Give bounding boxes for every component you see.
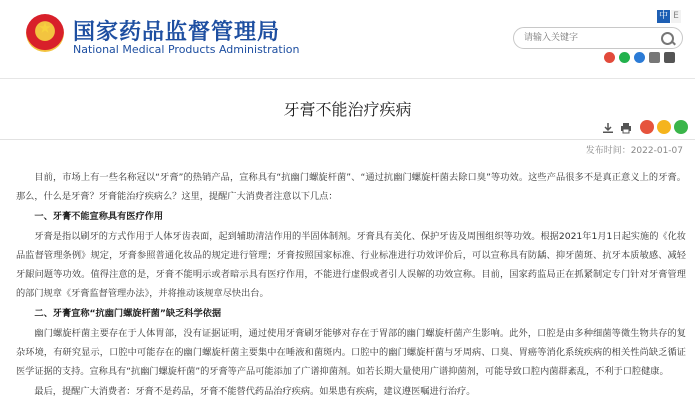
lang-cn-button[interactable]: 中 bbox=[658, 11, 668, 21]
print-icon[interactable] bbox=[620, 122, 632, 134]
site-header bbox=[0, 0, 695, 72]
national-emblem-logo[interactable] bbox=[26, 14, 64, 52]
search-box bbox=[513, 27, 683, 49]
header-social-links bbox=[604, 52, 675, 63]
header-divider bbox=[0, 78, 695, 79]
section-heading-2: 二、牙膏宣称“抗幽门螺旋杆菌”缺乏科学依据 bbox=[34, 308, 222, 319]
search-icon[interactable] bbox=[661, 32, 674, 45]
site-name-en[interactable]: National Medical Products Administration bbox=[73, 43, 300, 56]
weibo-icon[interactable] bbox=[604, 52, 615, 63]
paragraph-section-1: 牙膏是指以刷牙的方式作用于人体牙齿表面，起到辅助清洁作用的半固体制剂。牙膏具有美化、保护牙齿及周围组织等功效。根据2021年1月1日起实施的《化妆品监督管理条例》规定，牙膏参照普通化妆品的规定进行管理；牙膏按照国家标准、行业标准进行功效评价后，可以宣称具有防龋、抑牙菌斑、抗牙本质敏感、减轻牙龈问题等功效。值得注意的是，牙膏不能明示或者暗示具有医疗作用，不能进行虚假或者引人误解的功效宣称。目前，国家药监局正在抓紧制定专门针对牙膏管理的部门规章《牙膏监督管理办法》，并将推动该规章尽快出台。 bbox=[16, 231, 686, 299]
paragraph-intro: 目前，市场上有一些名称冠以“牙膏”的热销产品，宣称具有“抗幽门螺旋杆菌”、“通过抗幽门螺旋杆菌去除口臭”等功效。这些产品很多不是真正意义上的牙膏。那么，什么是牙膏？牙膏能治疗疾病么？这里，提醒广大消费者注意以下几点： bbox=[16, 172, 686, 202]
download-icon[interactable] bbox=[602, 122, 614, 134]
app-icon[interactable] bbox=[634, 52, 645, 63]
publish-date: 发布时间：2022-01-07 bbox=[585, 146, 683, 156]
paragraph-conclusion: 最后，提醒广大消费者：牙膏不是药品，牙膏不能替代药品治疗疾病。如果患有疾病，建议遵医嘱进行治疗。 bbox=[34, 386, 476, 397]
section-heading-1: 一、牙膏不能宣称具有医疗作用 bbox=[34, 211, 164, 222]
share-buttons bbox=[640, 120, 688, 134]
article-title: 牙膏不能治疗疾病 bbox=[283, 100, 412, 119]
wechat-icon[interactable] bbox=[619, 52, 630, 63]
article-tools bbox=[602, 122, 632, 134]
paragraph-section-2: 幽门螺旋杆菌主要存在于人体胃部，没有证据证明，通过使用牙膏刷牙能够对存在于胃部的幽门螺旋杆菌产生影响。此外，口腔是由多种细菌等微生物共存的复杂环境，有研究显示，口腔中可能存在的幽门螺旋杆菌主要集中在唾液和菌斑内。口腔中的幽门螺旋杆菌与牙周病、口臭、胃癌等消化系统疾病的相关性尚缺乏循证医学证据的支持。宣称具有“抗幽门螺旋杆菌”的牙膏等产品可能添加了广谱抑菌剂。如若长期大量使用广谱抑菌剂，可能导致口腔内菌群紊乱，不利于口腔健康。 bbox=[16, 328, 686, 377]
accessibility-icon[interactable] bbox=[664, 52, 675, 63]
site-name-cn[interactable]: 国家药品监督管理局 bbox=[73, 20, 281, 45]
mobile-icon[interactable] bbox=[649, 52, 660, 63]
lang-en-button[interactable]: E bbox=[671, 10, 681, 23]
search-input[interactable] bbox=[524, 30, 654, 46]
article-body bbox=[16, 168, 686, 402]
wechat-share-icon[interactable] bbox=[674, 120, 688, 134]
weibo-share-icon[interactable] bbox=[640, 120, 654, 134]
qzone-share-icon[interactable] bbox=[657, 120, 671, 134]
title-divider bbox=[0, 139, 695, 140]
